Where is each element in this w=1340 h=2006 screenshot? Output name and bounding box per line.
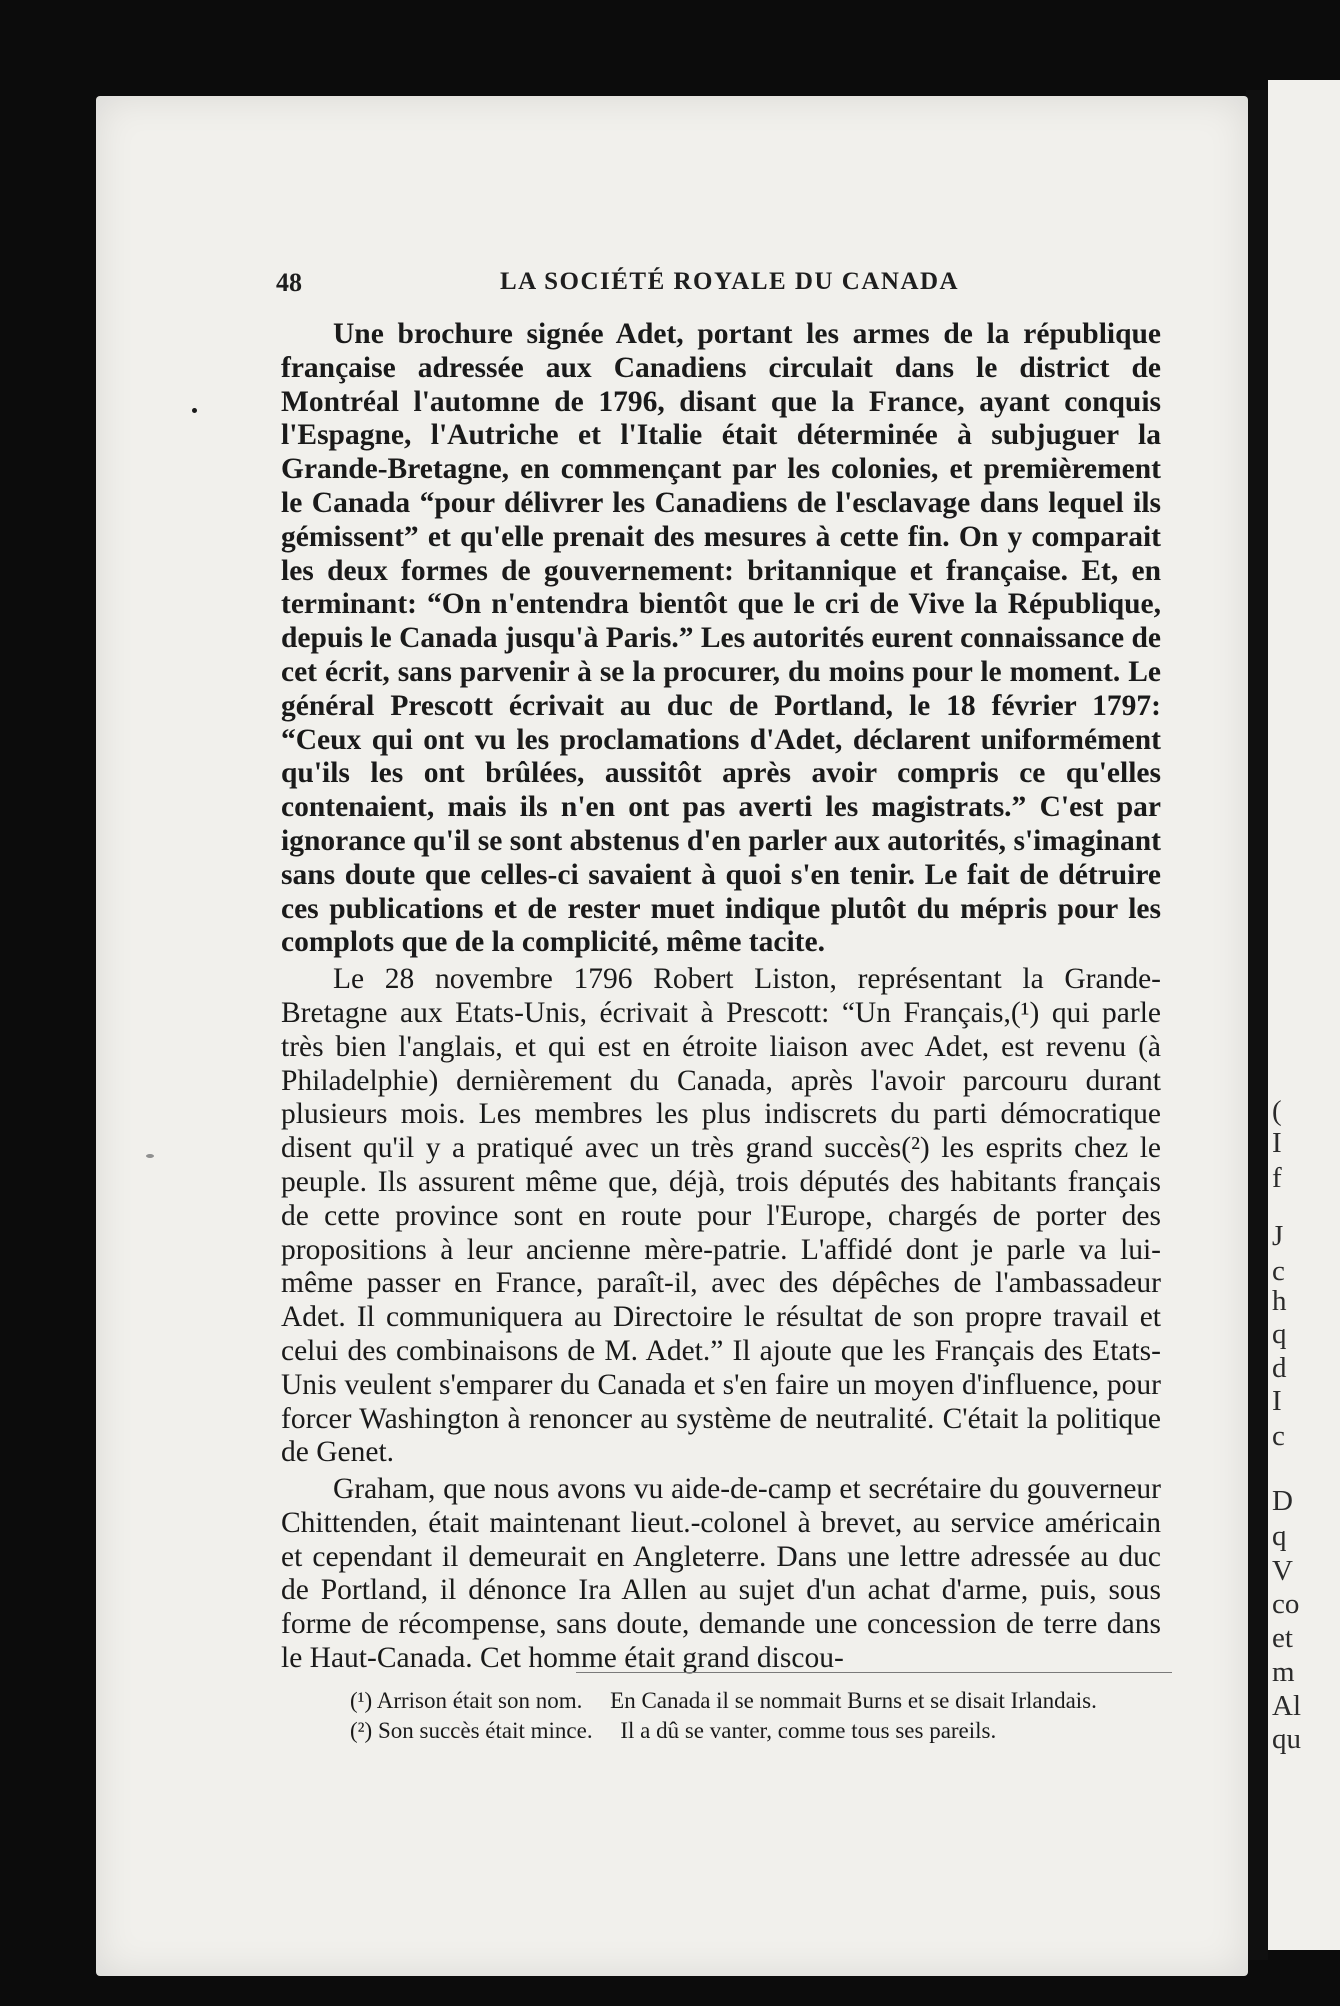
next-page-fragment: qu — [1272, 1723, 1301, 1755]
next-page-fragment: co — [1272, 1588, 1300, 1620]
page-number: 48 — [276, 268, 302, 297]
next-page-fragment: ( — [1272, 1095, 1282, 1127]
next-page-fragment: f — [1272, 1162, 1282, 1194]
footnote-text: Son succès était mince. — [377, 1718, 593, 1743]
next-page-fragment: V — [1272, 1555, 1293, 1587]
ink-speck — [146, 1154, 154, 1158]
footnote-mark: (²) — [350, 1718, 373, 1743]
next-page-fragment: Al — [1272, 1690, 1301, 1722]
next-page-fragment: q — [1272, 1520, 1287, 1552]
next-page-fragment: I — [1272, 1385, 1282, 1417]
next-page-fragment: d — [1272, 1352, 1287, 1384]
footnote-rule — [576, 1672, 1172, 1673]
page-gutter — [1246, 90, 1268, 1960]
next-page-fragment: et — [1272, 1622, 1293, 1654]
paragraph: Graham, que nous avons vu aide-de-camp et secrétaire du gouverneur Chittenden, était maintenant lieut.-colonel à brevet, au service américain et cependant il demeurait en Angleterre. Dans une lettre adressée au duc de Portland, il dénonce Ira Allen au sujet d'un achat d'arme, puis, sous forme de récompense, sans doute, demande une concession de terre dans le Haut-Canada. Cet homme était grand discou- — [281, 1473, 1161, 1675]
footnote — [350, 1686, 1190, 1716]
paragraph: Une brochure signée Adet, portant les armes de la république française adressée aux Canadiens circulait dans le district de Montréal l'automne de 1796, disant que la France, ayant conquis l'Espagne, l'Autriche et l'Italie était déterminée à subjuguer la Grande-Bretagne, en commençant par les colonies, et premièrement le Canada “pour délivrer les Canadiens de l'esclavage dans lequel ils gémissent” et qu'elle prenait des mesures à cette fin. On y comparait les deux formes de gouvernement: britannique et française. Et, en terminant: “On n'entendra bientôt que le cri de Vive la République, depuis le Canada jusqu'à Paris.” Les autorités eurent connaissance de cet écrit, sans parvenir à se la procurer, du moins pour le moment. Le général Prescott écrivait au duc de Portland, le 18 février 1797: “Ceux qui ont vu les proclamations d'Adet, déclarent uniformément qu'ils les ont brûlées, aussitôt après avoir compris ce qu'elles contenaient, mais ils n'en ont pas averti les magistrats.” C'est par ignorance qu'il se sont abstenus d'en parler aux autorités, s'imaginant sans doute que celles-ci savaient à quoi s'en tenir. Le fait de détruire ces publications et de rester muet indique plutôt du mépris pour les complots que de la complicité, même tacite. — [281, 318, 1161, 959]
ink-speck — [192, 408, 197, 413]
footnotes — [350, 1686, 1190, 1746]
paragraph: Le 28 novembre 1796 Robert Liston, représentant la Grande-Bretagne aux Etats-Unis, écrivait à Prescott: “Un Français,(¹) qui parle très bien l'anglais, et qui est en étroite liaison avec Adet, est revenu (à Philadelphie) dernièrement du Canada, après l'avoir parcouru durant plusieurs mois. Les membres les plus indiscrets du parti démocratique disent qu'il y a pratiqué avec un très grand succès(²) les esprits chez le peuple. Ils assurent même que, déjà, trois députés des habitants français de cette province sont en route pour l'Europe, chargés de porter des propositions à leur ancienne mère-patrie. L'affidé dont je parle va lui-même passer en France, paraît-il, avec des dépêches de l'ambassadeur Adet. Il communiquera au Directoire le résultat de son propre travail et celui des combinaisons de M. Adet.” Il ajoute que les Français des Etats-Unis veulent s'emparer du Canada et s'en faire un moyen d'influence, pour forcer Washington à renoncer au système de neutralité. C'était la politique de Genet. — [281, 963, 1161, 1469]
next-page-fragment: D — [1272, 1485, 1293, 1517]
next-page-fragment: q — [1272, 1318, 1287, 1350]
footnote — [350, 1716, 1190, 1746]
footnote-text: En Canada il se nommait Burns et se disait Irlandais. — [610, 1688, 1097, 1713]
next-page-fragment: c — [1272, 1255, 1285, 1287]
footnote-mark: (¹) — [350, 1688, 373, 1713]
next-page-fragment: h — [1272, 1285, 1287, 1317]
next-page-edge — [1268, 80, 1340, 1950]
next-page-fragment: c — [1272, 1420, 1285, 1452]
footnote-text: Arrison était son nom. — [376, 1688, 583, 1713]
next-page-fragment: I — [1272, 1127, 1282, 1159]
page-header — [276, 268, 1156, 308]
running-head: LA SOCIÉTÉ ROYALE DU CANADA — [500, 268, 960, 295]
next-page-fragment: J — [1272, 1220, 1284, 1252]
footnote-text: Il a dû se vanter, comme tous ses pareils. — [620, 1718, 997, 1743]
next-page-fragment: m — [1272, 1656, 1295, 1688]
body-text — [281, 318, 1161, 1676]
